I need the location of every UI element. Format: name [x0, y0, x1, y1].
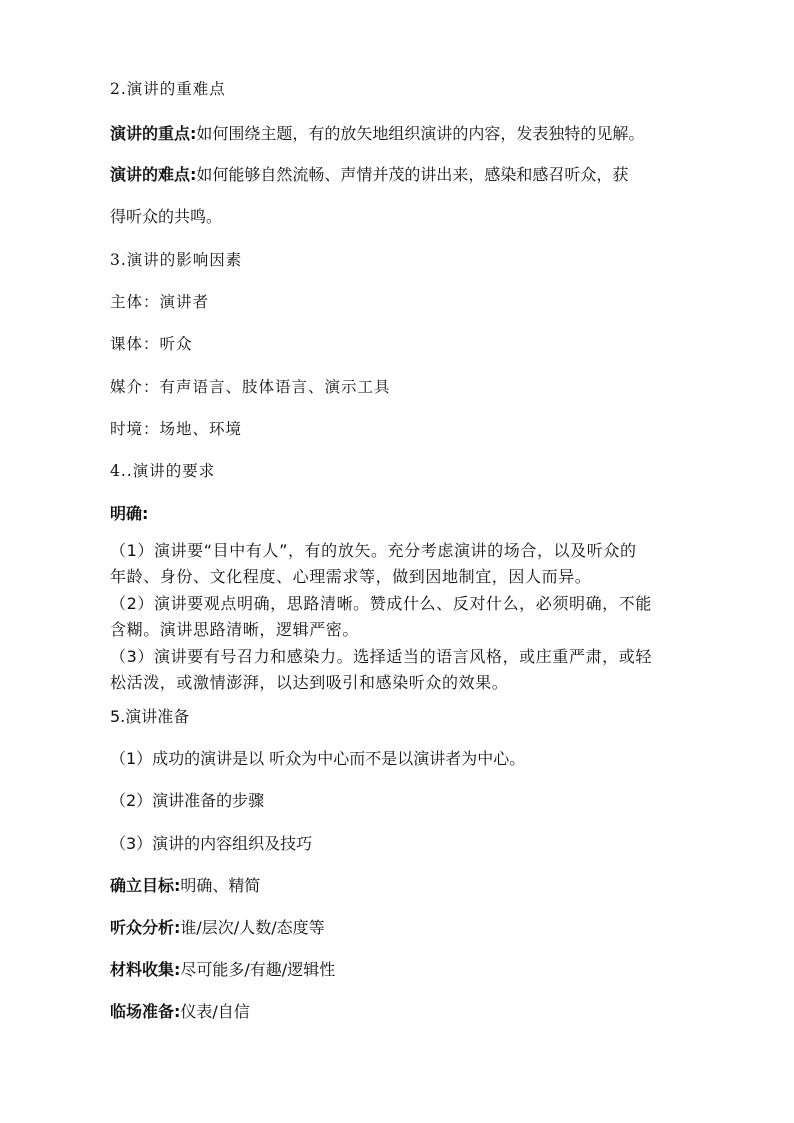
section-heading-2: 2.演讲的重难点 [110, 80, 226, 98]
difficulty-line-1 [110, 164, 628, 186]
requirement-3-line-2: 松活泼，或激情澎湃，以达到吸引和感染听众的效果。 [110, 673, 509, 692]
prep-kv-label: 确立目标: [110, 876, 181, 895]
prep-kv-text: 仪表/自信 [180, 1002, 250, 1021]
prep-kv-text: 谁/层次/人数/态度等 [180, 918, 325, 937]
requirement-3-line-1: （3）演讲要有号召力和感染力。选择适当的语言风格，或庄重严肃，或轻 [110, 647, 652, 666]
factor-item: 课体：听众 [110, 335, 193, 353]
requirement-1-line-1: （1）演讲要“目中有人”，有的放矢。充分考虑演讲的场合，以及听众的 [110, 541, 637, 560]
factor-item: 时境：场地、环境 [110, 420, 243, 438]
prep-item: （2）演讲准备的步骤 [110, 791, 265, 810]
prep-kv-label: 材料收集: [110, 960, 181, 979]
requirement-2-line-1: （2）演讲要观点明确，思路清晰。赞成什么、反对什么，必须明确，不能 [110, 594, 652, 613]
prep-kv-label: 临场准备: [110, 1002, 181, 1021]
prep-kv-row [110, 875, 260, 897]
key-point-line [110, 123, 644, 145]
prep-kv-row [110, 1001, 250, 1023]
prep-kv-text: 尽可能多/有趣/逻辑性 [180, 960, 336, 979]
prep-kv-row [110, 917, 325, 939]
prep-kv-label: 听众分析: [110, 918, 181, 937]
prep-item: （3）演讲的内容组织及技巧 [110, 834, 313, 853]
prep-kv-row [110, 959, 335, 981]
requirement-1-line-2: 年龄、身份、文化程度、心理需求等，做到因地制宜，因人而异。 [110, 567, 592, 586]
difficulty-text-1: 如何能够自然流畅、声情并茂的讲出来，感染和感召听众，获 [196, 165, 629, 184]
section-heading-4: 4..演讲的要求 [110, 462, 216, 480]
difficulty-label: 演讲的难点: [110, 165, 197, 184]
prep-item: （1）成功的演讲是以 听众为中心而不是以演讲者为中心。 [110, 749, 526, 768]
section-heading-3: 3.演讲的影响因素 [110, 251, 243, 269]
factor-item: 媒介：有声语言、肢体语言、演示工具 [110, 378, 391, 396]
subheading-clear: 明确: [110, 504, 149, 523]
key-point-text: 如何围绕主题，有的放矢地组织演讲的内容，发表独特的见解。 [196, 124, 645, 143]
factor-item: 主体：演讲者 [110, 293, 210, 311]
difficulty-text-2: 得听众的共鸣。 [110, 207, 223, 226]
requirement-2-line-2: 含糊。演讲思路清晰，逻辑严密。 [110, 620, 360, 639]
section-heading-5: 5.演讲准备 [110, 707, 190, 726]
prep-kv-text: 明确、精简 [180, 876, 261, 895]
key-point-label: 演讲的重点: [110, 124, 197, 143]
